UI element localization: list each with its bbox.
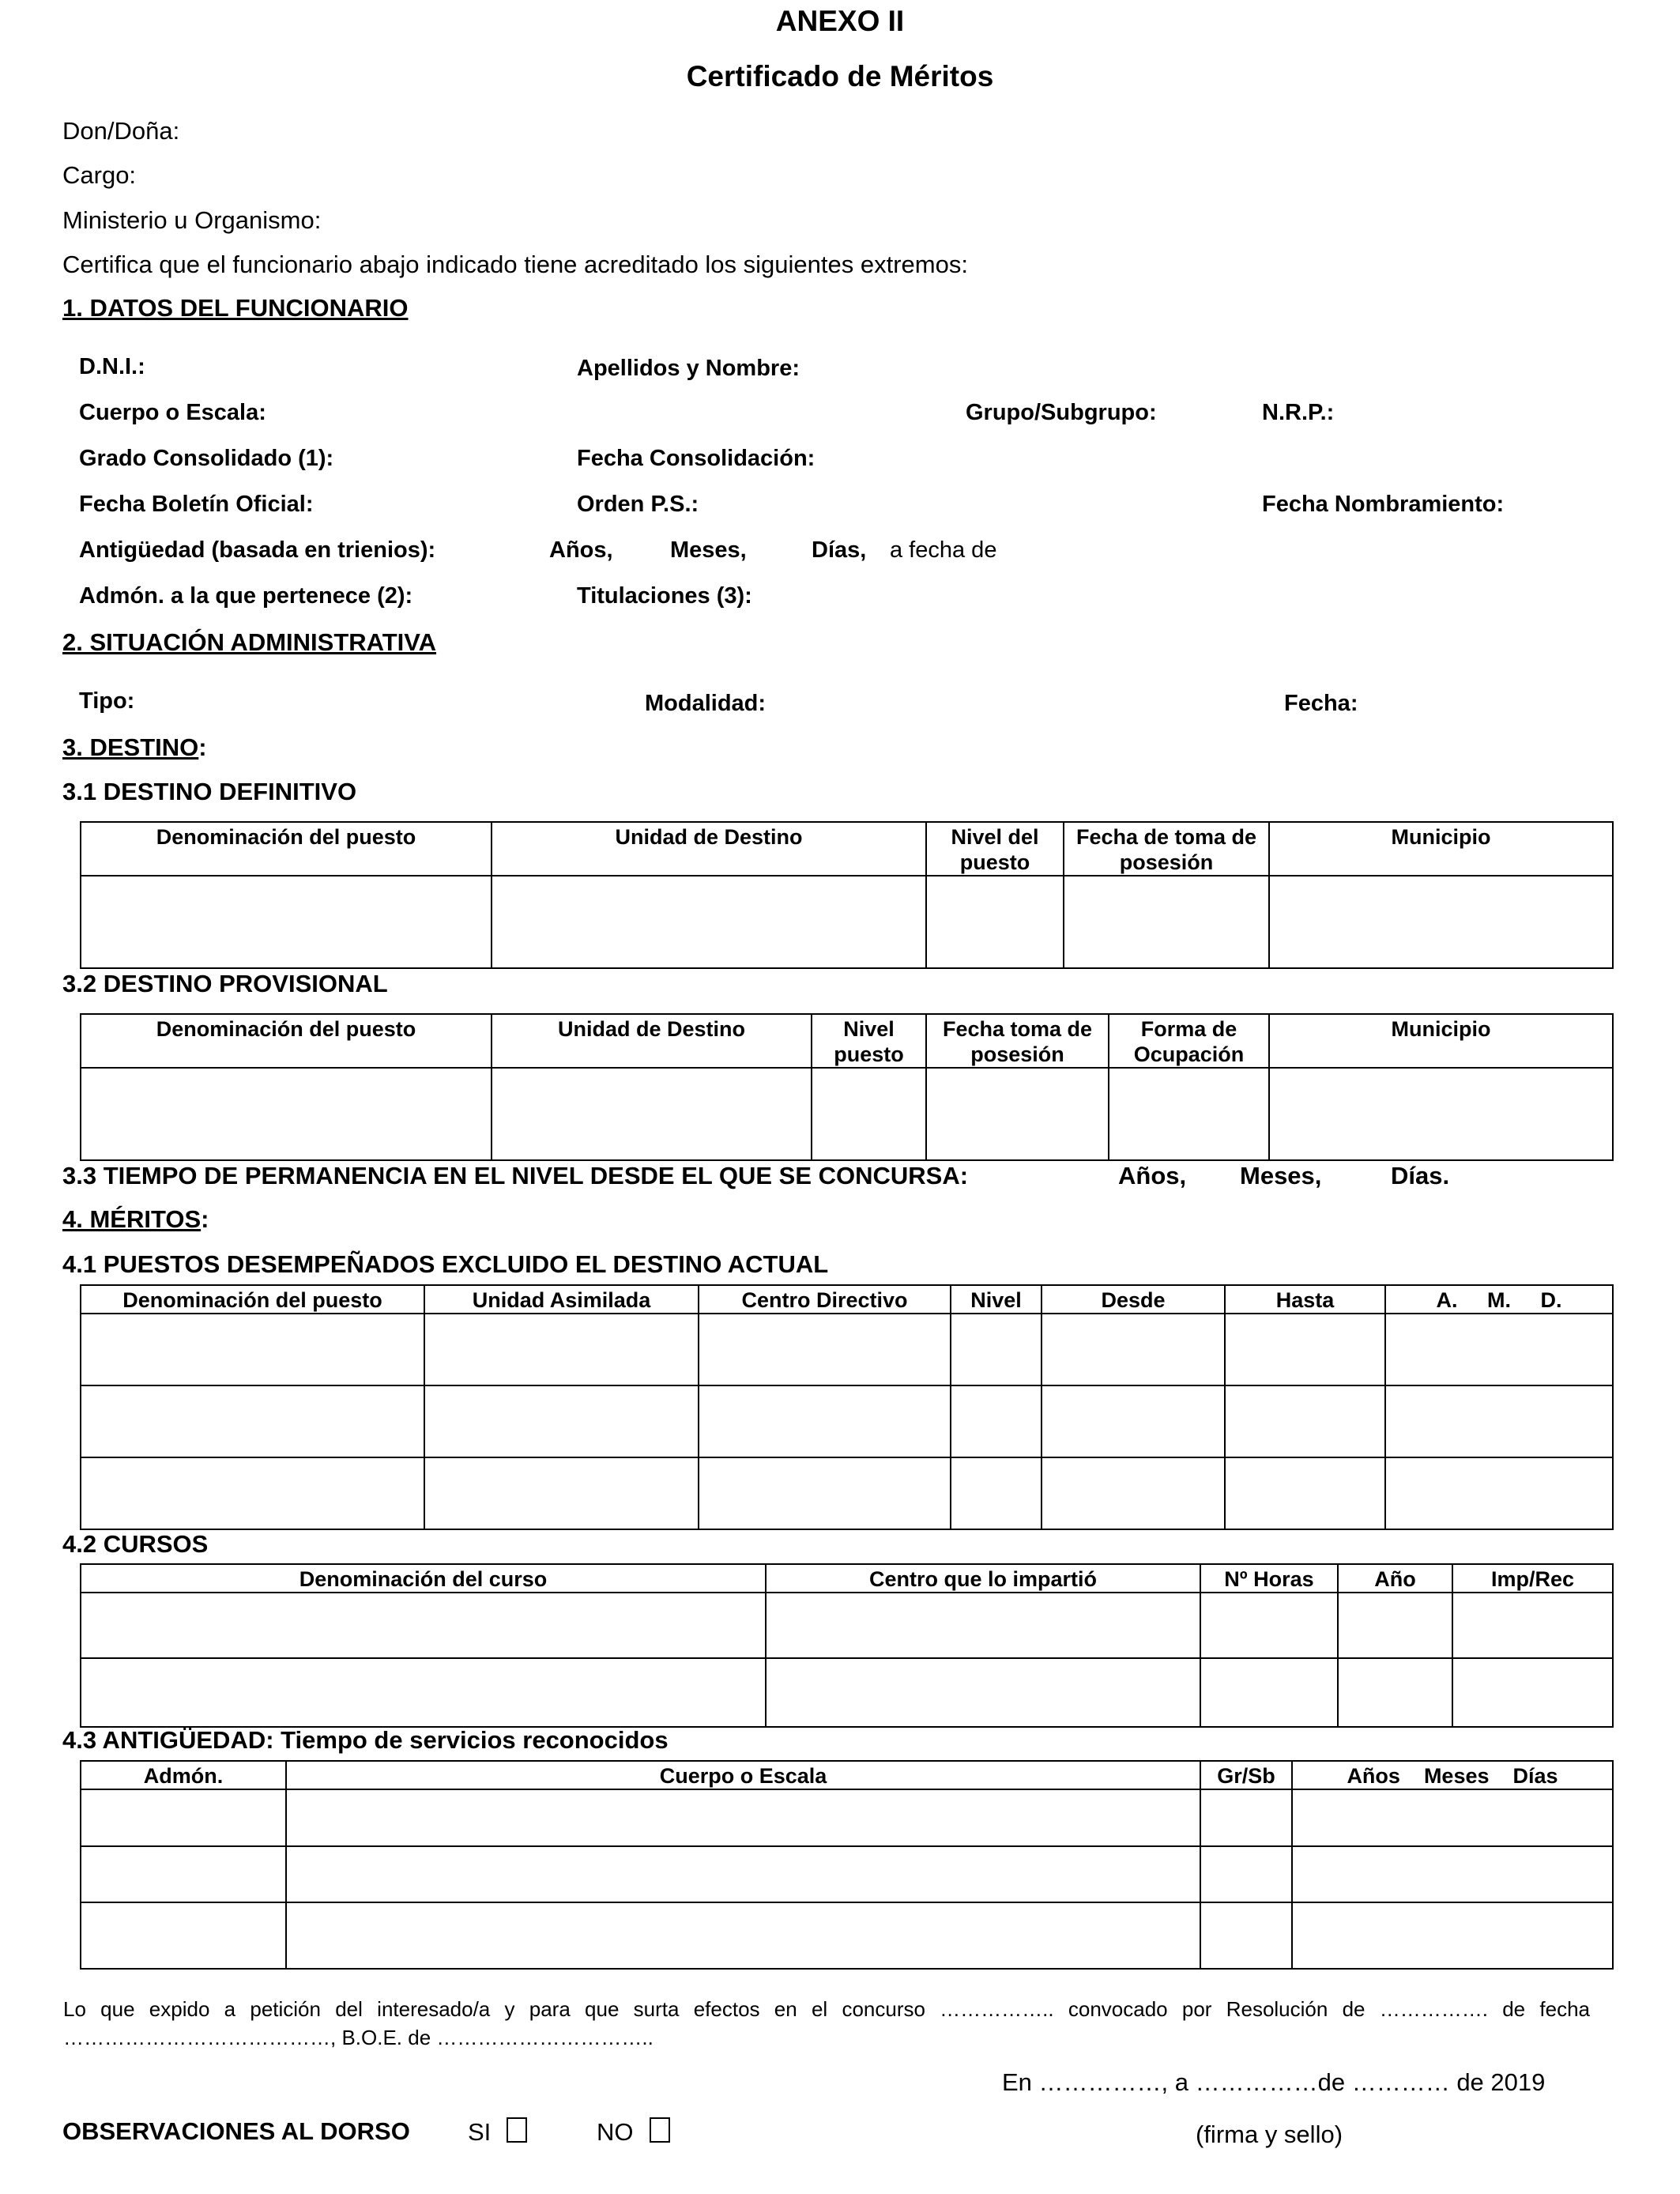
section-2-heading: 2. SITUACIÓN ADMINISTRATIVA [62, 628, 437, 656]
section-3-3-heading: 3.3 TIEMPO DE PERMANENCIA EN EL NIVEL DESDE EL QUE SE CONCURSA: [62, 1162, 969, 1189]
table-cell[interactable] [81, 1658, 766, 1727]
table-cell[interactable] [1200, 1902, 1292, 1969]
table-cell[interactable] [424, 1385, 699, 1457]
table-cell[interactable] [812, 1068, 926, 1160]
si-checkbox[interactable] [507, 2117, 527, 2143]
table-cell[interactable] [926, 1068, 1109, 1160]
column-header: Denominación del puesto [81, 822, 492, 876]
document-title: Certificado de Méritos [686, 60, 994, 92]
column-header: Centro Directivo [699, 1285, 951, 1314]
antiguedad-meses-label: Meses, [670, 537, 747, 563]
table-cell[interactable] [81, 876, 492, 968]
table-cell[interactable] [1385, 1385, 1613, 1457]
table-cell[interactable] [1225, 1385, 1385, 1457]
antiguedad-dias-label: Días, [812, 537, 867, 563]
cuerpo-label: Cuerpo o Escala: [79, 400, 266, 425]
column-header: Denominación del curso [81, 1564, 766, 1593]
column-header: Municipio [1269, 822, 1613, 876]
column-header: Unidad de Destino [492, 822, 926, 876]
table-cell[interactable] [424, 1457, 699, 1529]
titulaciones-label: Titulaciones (3): [577, 583, 752, 609]
observaciones-label: OBSERVACIONES AL DORSO [62, 2117, 410, 2145]
section-4-colon: : [201, 1205, 209, 1233]
grupo-label: Grupo/Subgrupo: [966, 400, 1157, 425]
table-cell[interactable] [1225, 1457, 1385, 1529]
table-row [81, 1314, 1613, 1385]
table-cell[interactable] [1042, 1457, 1225, 1529]
column-header: Año [1338, 1564, 1452, 1593]
table-row [81, 1385, 1613, 1457]
table-cell[interactable] [81, 1457, 424, 1529]
table-cell[interactable] [81, 1789, 286, 1846]
section-4-3-heading: 4.3 ANTIGÜEDAD: Tiempo de servicios reconocidos [62, 1726, 669, 1754]
fecha-consolidacion-label: Fecha Consolidación: [577, 446, 816, 471]
table-cell[interactable] [81, 1068, 492, 1160]
destino-definitivo-table [80, 821, 1614, 969]
column-header: Desde [1042, 1285, 1225, 1314]
table-cell[interactable] [1338, 1593, 1452, 1658]
don-label: Don/Doña: [62, 117, 180, 145]
firma-label: (firma y sello) [1196, 2120, 1343, 2148]
table-row [81, 1457, 1613, 1529]
table-cell[interactable] [1452, 1658, 1613, 1727]
column-header: Nivel puesto [812, 1014, 926, 1068]
table-cell[interactable] [81, 1314, 424, 1385]
column-header: Años Meses Días [1292, 1761, 1613, 1789]
table-row [81, 1789, 1613, 1846]
table-cell[interactable] [951, 1457, 1042, 1529]
table-cell[interactable] [1042, 1314, 1225, 1385]
permanencia-meses-label: Meses, [1240, 1162, 1322, 1189]
table-cell[interactable] [1452, 1593, 1613, 1658]
column-header: Admón. [81, 1761, 286, 1789]
table-cell[interactable] [1200, 1658, 1338, 1727]
column-header: Denominación del puesto [81, 1014, 492, 1068]
table-cell[interactable] [951, 1314, 1042, 1385]
table-cell[interactable] [951, 1385, 1042, 1457]
permanencia-dias-label: Días. [1391, 1162, 1450, 1189]
permanencia-anos-label: Años, [1118, 1162, 1187, 1189]
table-cell[interactable] [766, 1658, 1200, 1727]
grado-label: Grado Consolidado (1): [79, 446, 334, 471]
table-cell[interactable] [492, 1068, 812, 1160]
table-cell[interactable] [1200, 1593, 1338, 1658]
orden-label: Orden P.S.: [577, 492, 699, 517]
table-cell[interactable] [766, 1593, 1200, 1658]
no-label: NO [597, 2118, 634, 2146]
section-3-1-heading: 3.1 DESTINO DEFINITIVO [62, 778, 357, 805]
table-cell[interactable] [1338, 1658, 1452, 1727]
column-header: Cuerpo o Escala [286, 1761, 1200, 1789]
a-fecha-label: a fecha de [890, 537, 997, 563]
column-header: Nivel [951, 1285, 1042, 1314]
table-cell[interactable] [1269, 876, 1613, 968]
fecha-boletin-label: Fecha Boletín Oficial: [79, 492, 314, 517]
table-cell[interactable] [286, 1902, 1200, 1969]
fecha-nombramiento-label: Fecha Nombramiento: [1262, 492, 1505, 517]
modalidad-label: Modalidad: [645, 691, 767, 716]
antiguedad-label: Antigüedad (basada en trienios): [79, 537, 436, 563]
table-cell[interactable] [1200, 1846, 1292, 1902]
column-header: Centro que lo impartió [766, 1564, 1200, 1593]
section-3-heading [62, 733, 207, 762]
table-cell[interactable] [1385, 1314, 1613, 1385]
apellidos-label: Apellidos y Nombre: [577, 356, 800, 381]
lugar-fecha: En ……………, a ……………de ………… de 2019 [1002, 2068, 1546, 2096]
column-header: Hasta [1225, 1285, 1385, 1314]
table-cell[interactable] [699, 1385, 951, 1457]
certifica-text: Certifica que el funcionario abajo indicado tiene acreditado los siguientes extremos: [62, 251, 968, 278]
section-4-2-heading: 4.2 CURSOS [62, 1530, 209, 1558]
table-cell[interactable] [1064, 876, 1269, 968]
section-3-2-heading: 3.2 DESTINO PROVISIONAL [62, 970, 388, 997]
section-3-title: 3. DESTINO [62, 733, 199, 761]
section-1-heading: 1. DATOS DEL FUNCIONARIO [62, 294, 409, 322]
column-header: Forma de Ocupación [1109, 1014, 1269, 1068]
destino-provisional-table [80, 1013, 1614, 1161]
column-header: Imp/Rec [1452, 1564, 1613, 1593]
dni-label: D.N.I.: [79, 354, 145, 379]
table-cell[interactable] [1269, 1068, 1613, 1160]
column-header: Fecha de toma de posesión [1064, 822, 1269, 876]
ministerio-label: Ministerio u Organismo: [62, 206, 322, 234]
table-cell[interactable] [81, 1846, 286, 1902]
cargo-label: Cargo: [62, 161, 137, 189]
puestos-desempenados-table [80, 1284, 1614, 1530]
table-row [81, 876, 1613, 968]
table-cell[interactable] [81, 1902, 286, 1969]
section-4-title: 4. MÉRITOS [62, 1205, 202, 1233]
table-cell[interactable] [81, 1385, 424, 1457]
table-cell[interactable] [1225, 1314, 1385, 1385]
table-cell[interactable] [286, 1789, 1200, 1846]
table-cell[interactable] [1292, 1789, 1613, 1846]
table-row [81, 1068, 1613, 1160]
fecha-situacion-label: Fecha: [1284, 691, 1358, 716]
no-option[interactable] [597, 2117, 670, 2147]
table-cell[interactable] [1292, 1846, 1613, 1902]
si-option[interactable] [468, 2117, 527, 2147]
column-header: Denominación del puesto [81, 1285, 424, 1314]
table-cell[interactable] [1385, 1457, 1613, 1529]
si-label: SI [468, 2118, 492, 2146]
table-cell[interactable] [699, 1457, 951, 1529]
column-header: Nivel del puesto [926, 822, 1064, 876]
table-cell[interactable] [424, 1314, 699, 1385]
table-row [81, 1593, 1613, 1658]
annex-title: ANEXO II [775, 5, 905, 37]
table-row [81, 1658, 1613, 1727]
table-cell[interactable] [286, 1846, 1200, 1902]
tipo-label: Tipo: [79, 688, 135, 714]
table-cell[interactable] [699, 1314, 951, 1385]
antiguedad-anos-label: Años, [549, 537, 613, 563]
table-cell[interactable] [1292, 1902, 1613, 1969]
table-cell[interactable] [81, 1593, 766, 1658]
nrp-label: N.R.P.: [1262, 400, 1335, 425]
column-header: Unidad Asimilada [424, 1285, 699, 1314]
table-cell[interactable] [1042, 1385, 1225, 1457]
table-row [81, 1846, 1613, 1902]
column-header: Municipio [1269, 1014, 1613, 1068]
section-3-colon: : [198, 733, 207, 761]
table-cell[interactable] [1109, 1068, 1269, 1160]
cursos-table [80, 1563, 1614, 1728]
table-cell[interactable] [492, 876, 926, 968]
column-header: Fecha toma de posesión [926, 1014, 1109, 1068]
section-4-1-heading: 4.1 PUESTOS DESEMPEÑADOS EXCLUIDO EL DESTINO ACTUAL [62, 1250, 829, 1278]
column-header: A. M. D. [1385, 1285, 1613, 1314]
antiguedad-table [80, 1760, 1614, 1970]
table-row [81, 1902, 1613, 1969]
table-cell[interactable] [926, 876, 1064, 968]
column-header: Gr/Sb [1200, 1761, 1292, 1789]
table-cell[interactable] [1200, 1789, 1292, 1846]
expido-text: Lo que expido a petición del interesado/a y para que surta efectos en el concurso …………….. convocado por Resolución de ……………. de fecha …………………………………, B.O.E. de ………………………….. [63, 1997, 1590, 2049]
section-4-heading [62, 1205, 209, 1234]
admon-label: Admón. a la que pertenece (2): [79, 583, 413, 609]
column-header: Nº Horas [1200, 1564, 1338, 1593]
no-checkbox[interactable] [650, 2117, 670, 2143]
column-header: Unidad de Destino [492, 1014, 812, 1068]
